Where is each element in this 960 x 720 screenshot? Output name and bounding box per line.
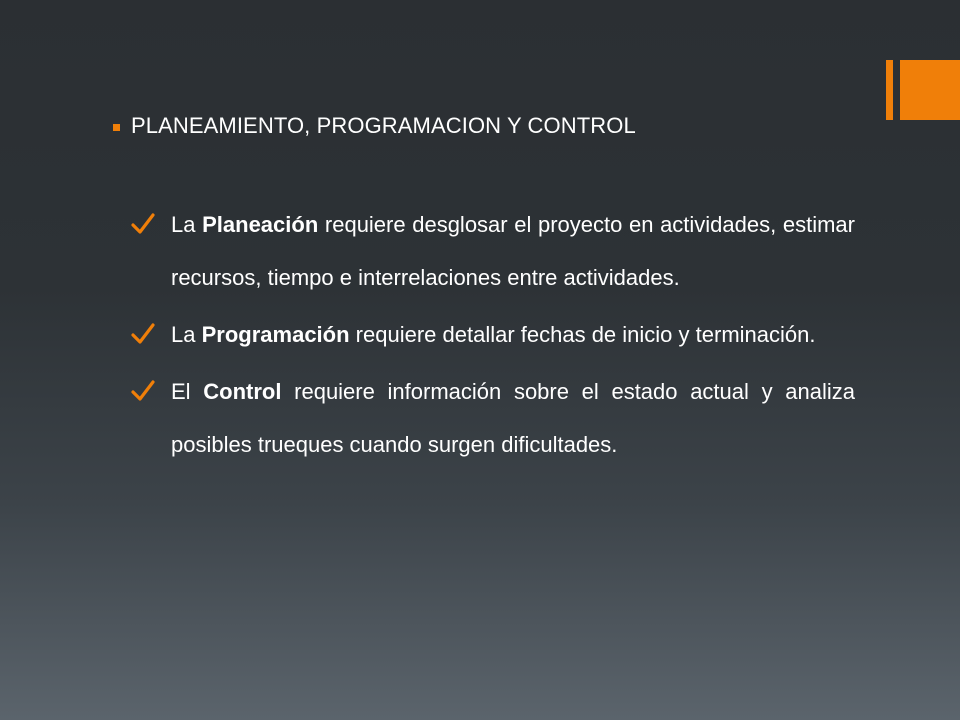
accent-bar-thin bbox=[886, 60, 893, 120]
item-term: Programación bbox=[201, 322, 350, 347]
checkmark-icon bbox=[131, 212, 155, 236]
item-term: Control bbox=[203, 379, 282, 404]
list-item-text bbox=[171, 308, 855, 361]
item-rest: requiere desglosar el proyecto en actividades, estimar recursos, tiempo e interrelaciones entre actividades. bbox=[171, 212, 855, 290]
heading-text: PLANEAMIENTO, PROGRAMACION Y CONTROL bbox=[131, 113, 636, 138]
item-lead: La bbox=[171, 322, 196, 347]
list-item-text bbox=[171, 198, 855, 304]
bullet-list bbox=[131, 198, 855, 475]
slide-heading bbox=[113, 113, 636, 139]
item-lead: El bbox=[171, 379, 191, 404]
accent-bar-block bbox=[900, 60, 960, 120]
list-item bbox=[131, 308, 855, 361]
square-bullet-icon bbox=[113, 124, 120, 131]
item-lead: La bbox=[171, 212, 196, 237]
item-rest: requiere información sobre el estado actual y analiza posibles trueques cuando surgen dificultades. bbox=[171, 379, 855, 457]
item-rest: requiere detallar fechas de inicio y terminación. bbox=[355, 322, 816, 347]
list-item bbox=[131, 198, 855, 304]
checkmark-icon bbox=[131, 379, 155, 403]
item-term: Planeación bbox=[202, 212, 319, 237]
list-item-text bbox=[171, 365, 855, 471]
checkmark-icon bbox=[131, 322, 155, 346]
list-item bbox=[131, 365, 855, 471]
